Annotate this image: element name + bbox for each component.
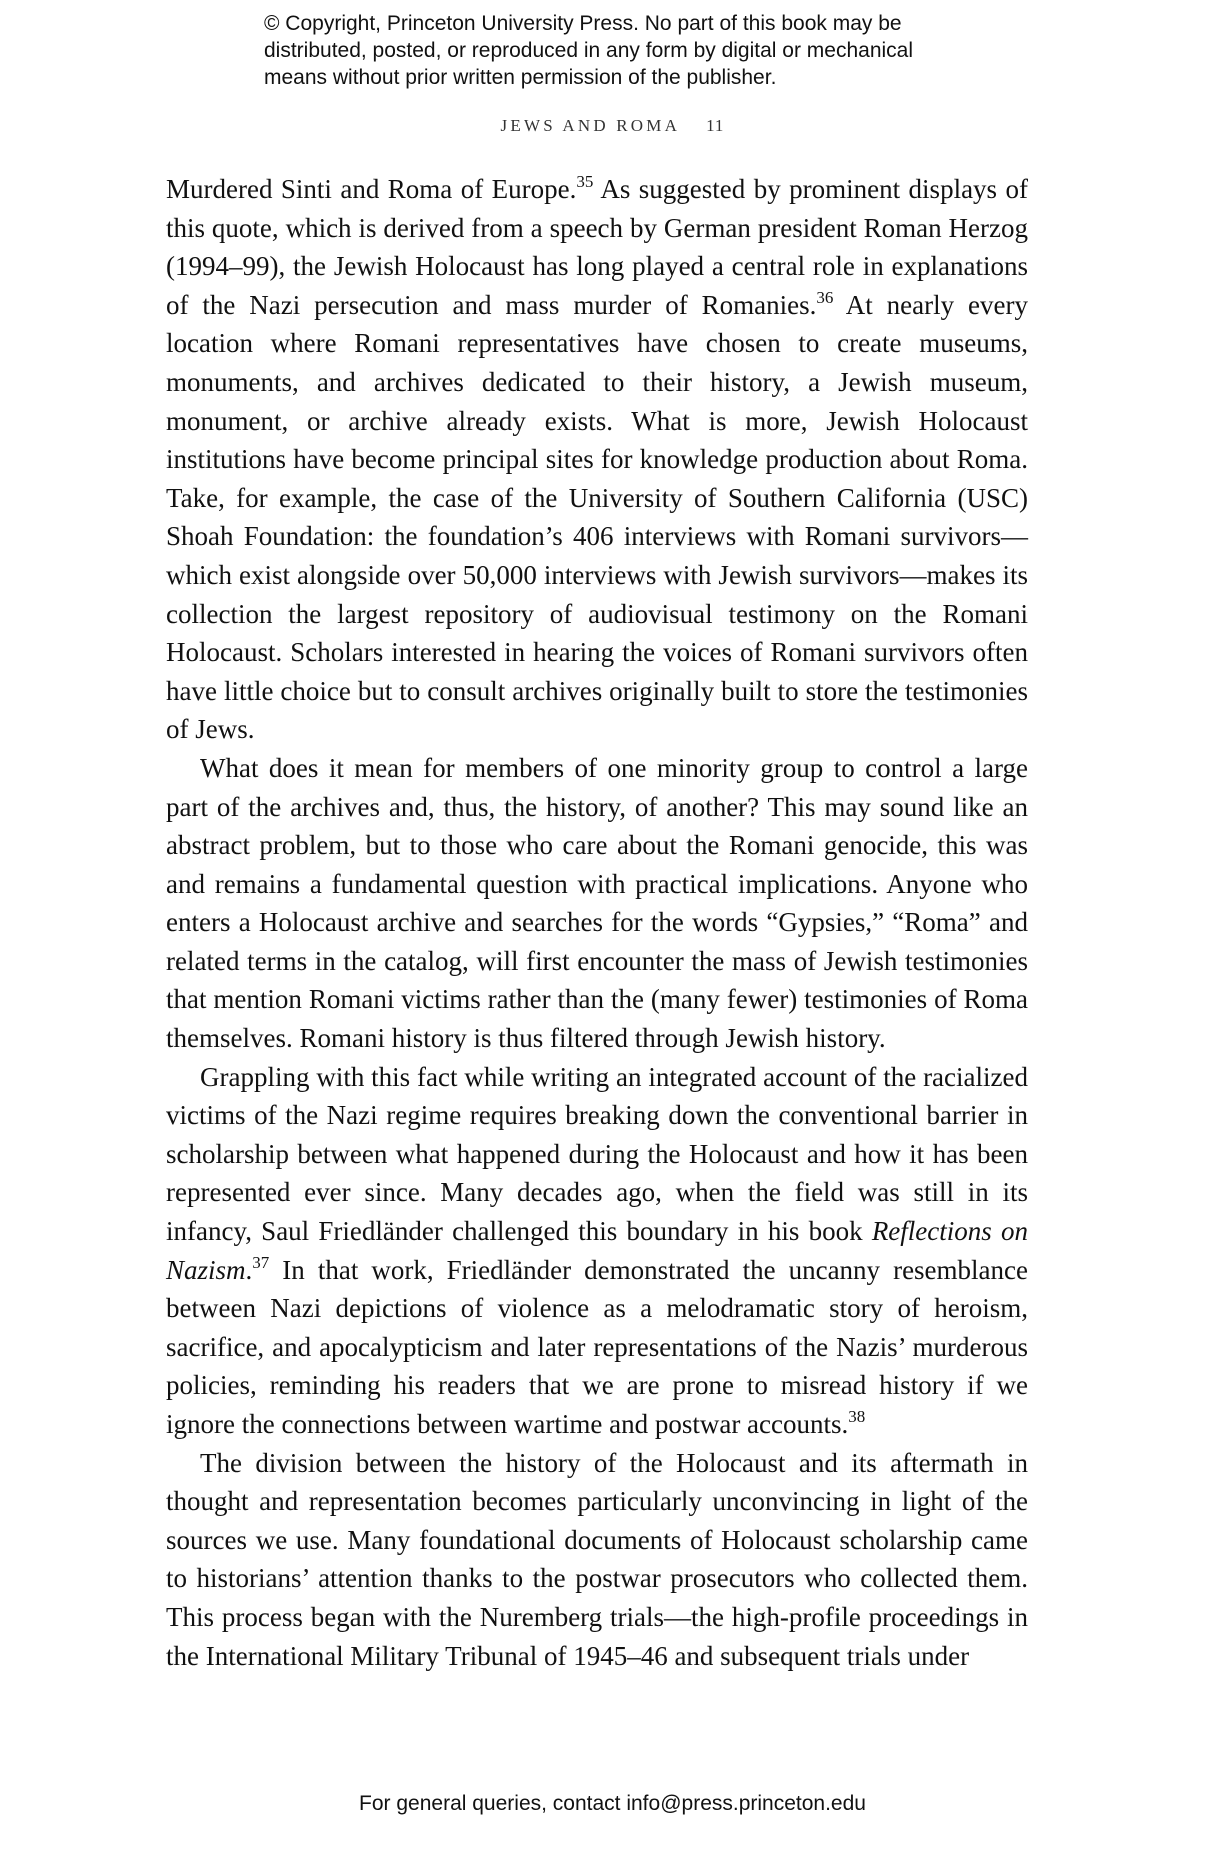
paragraph: What does it mean for members of one minority group to control a large part of the archives and, thus, the history, of another? This may sound like an abstract problem, but to those who care about the Romani genocide, this was and remains a fundamental question with practical implications. Anyone who enters a Holocaust archive and searches for the words “Gypsies,” “Roma” and related terms in the catalog, will first encounter the mass of Jewish testimonies that mention Romani victims rather than the (many fewer) testimonies of Roma themselves. Romani history is thus filtered through Jewish history. — [166, 752, 1028, 1054]
running-head — [0, 116, 1225, 136]
footer-contact: For general queries, contact info@press.princeton.edu — [359, 1792, 866, 1815]
book-title: Reflections on Nazism — [166, 1216, 1028, 1285]
footnote-ref[interactable]: 35 — [576, 172, 594, 191]
footnote-ref[interactable]: 36 — [816, 287, 834, 307]
copyright-notice — [264, 10, 1024, 91]
copyright-line: means without prior written permission of the publisher. — [264, 66, 777, 89]
body-text — [166, 170, 1028, 1675]
text-run: . — [245, 1254, 253, 1285]
running-head-title: JEWS AND ROMA — [500, 116, 681, 135]
paragraph — [166, 1058, 1028, 1444]
page-number: 11 — [706, 116, 725, 135]
copyright-line: © Copyright, Princeton University Press. No part of this book may be — [264, 12, 902, 35]
footnote-ref[interactable]: 38 — [848, 1407, 866, 1426]
text-run: As suggested by prominent displays of this quote, which is derived from a speech by German president Roman Herzog (1994–99), the Jewish Holocaust has long played a central role in explanations of the Nazi persecution and mass murder of Romanies. — [166, 174, 1028, 320]
footnote-ref[interactable]: 37 — [252, 1252, 270, 1272]
text-run: At nearly every location where Romani representatives have chosen to create museums, monuments, and archives dedicated to their history, a Jewish museum, monument, or archive already exists. What is more, Jewish Holocaust institutions have become principal sites for knowledge production about Roma. Take, for example, the case of the University of Southern California (USC) Shoah Foundation: the foundation’s 406 interviews with Romani survivors—which exist alongside over 50,000 interviews with Jewish survivors—makes its collection the largest repository of audiovisual testimony on the Romani Holocaust. Scholars interested in hearing the voices of Romani survivors often have little choice but to consult archives originally built to store the testimonies of Jews. — [166, 289, 1028, 745]
text-run: In that work, Friedländer demonstrated the uncanny resemblance between Nazi depictions of violence as a melodramatic story of heroism, sacrifice, and apocalypticism and later representations of the Nazis’ murderous policies, reminding his readers that we are prone to misread history if we ignore the connections between wartime and postwar accounts. — [166, 1254, 1028, 1439]
text-run: Grappling with this fact while writing an integrated account of the racialized victims of the Nazi regime requires breaking down the conventional barrier in scholarship between what happened during the Holocaust and how it has been represented ever since. Many decades ago, when the field was still in its infancy, Saul Friedländer challenged this boundary in his book — [166, 1061, 1028, 1247]
paragraph: The division between the history of the Holocaust and its aftermath in thought and representation becomes particularly unconvincing in light of the sources we use. Many foundational documents of Holocaust scholarship came to historians’ attention thanks to the postwar prosecutors who collected them. This process began with the Nuremberg trials—the high-profile proceedings in the International Military Tribunal of 1945–46 and subsequent trials under — [166, 1447, 1028, 1671]
copyright-line: distributed, posted, or reproduced in any form by digital or mechanical — [264, 39, 914, 62]
paragraph — [166, 170, 1028, 749]
text-run: Murdered Sinti and Roma of Europe. — [166, 174, 577, 204]
